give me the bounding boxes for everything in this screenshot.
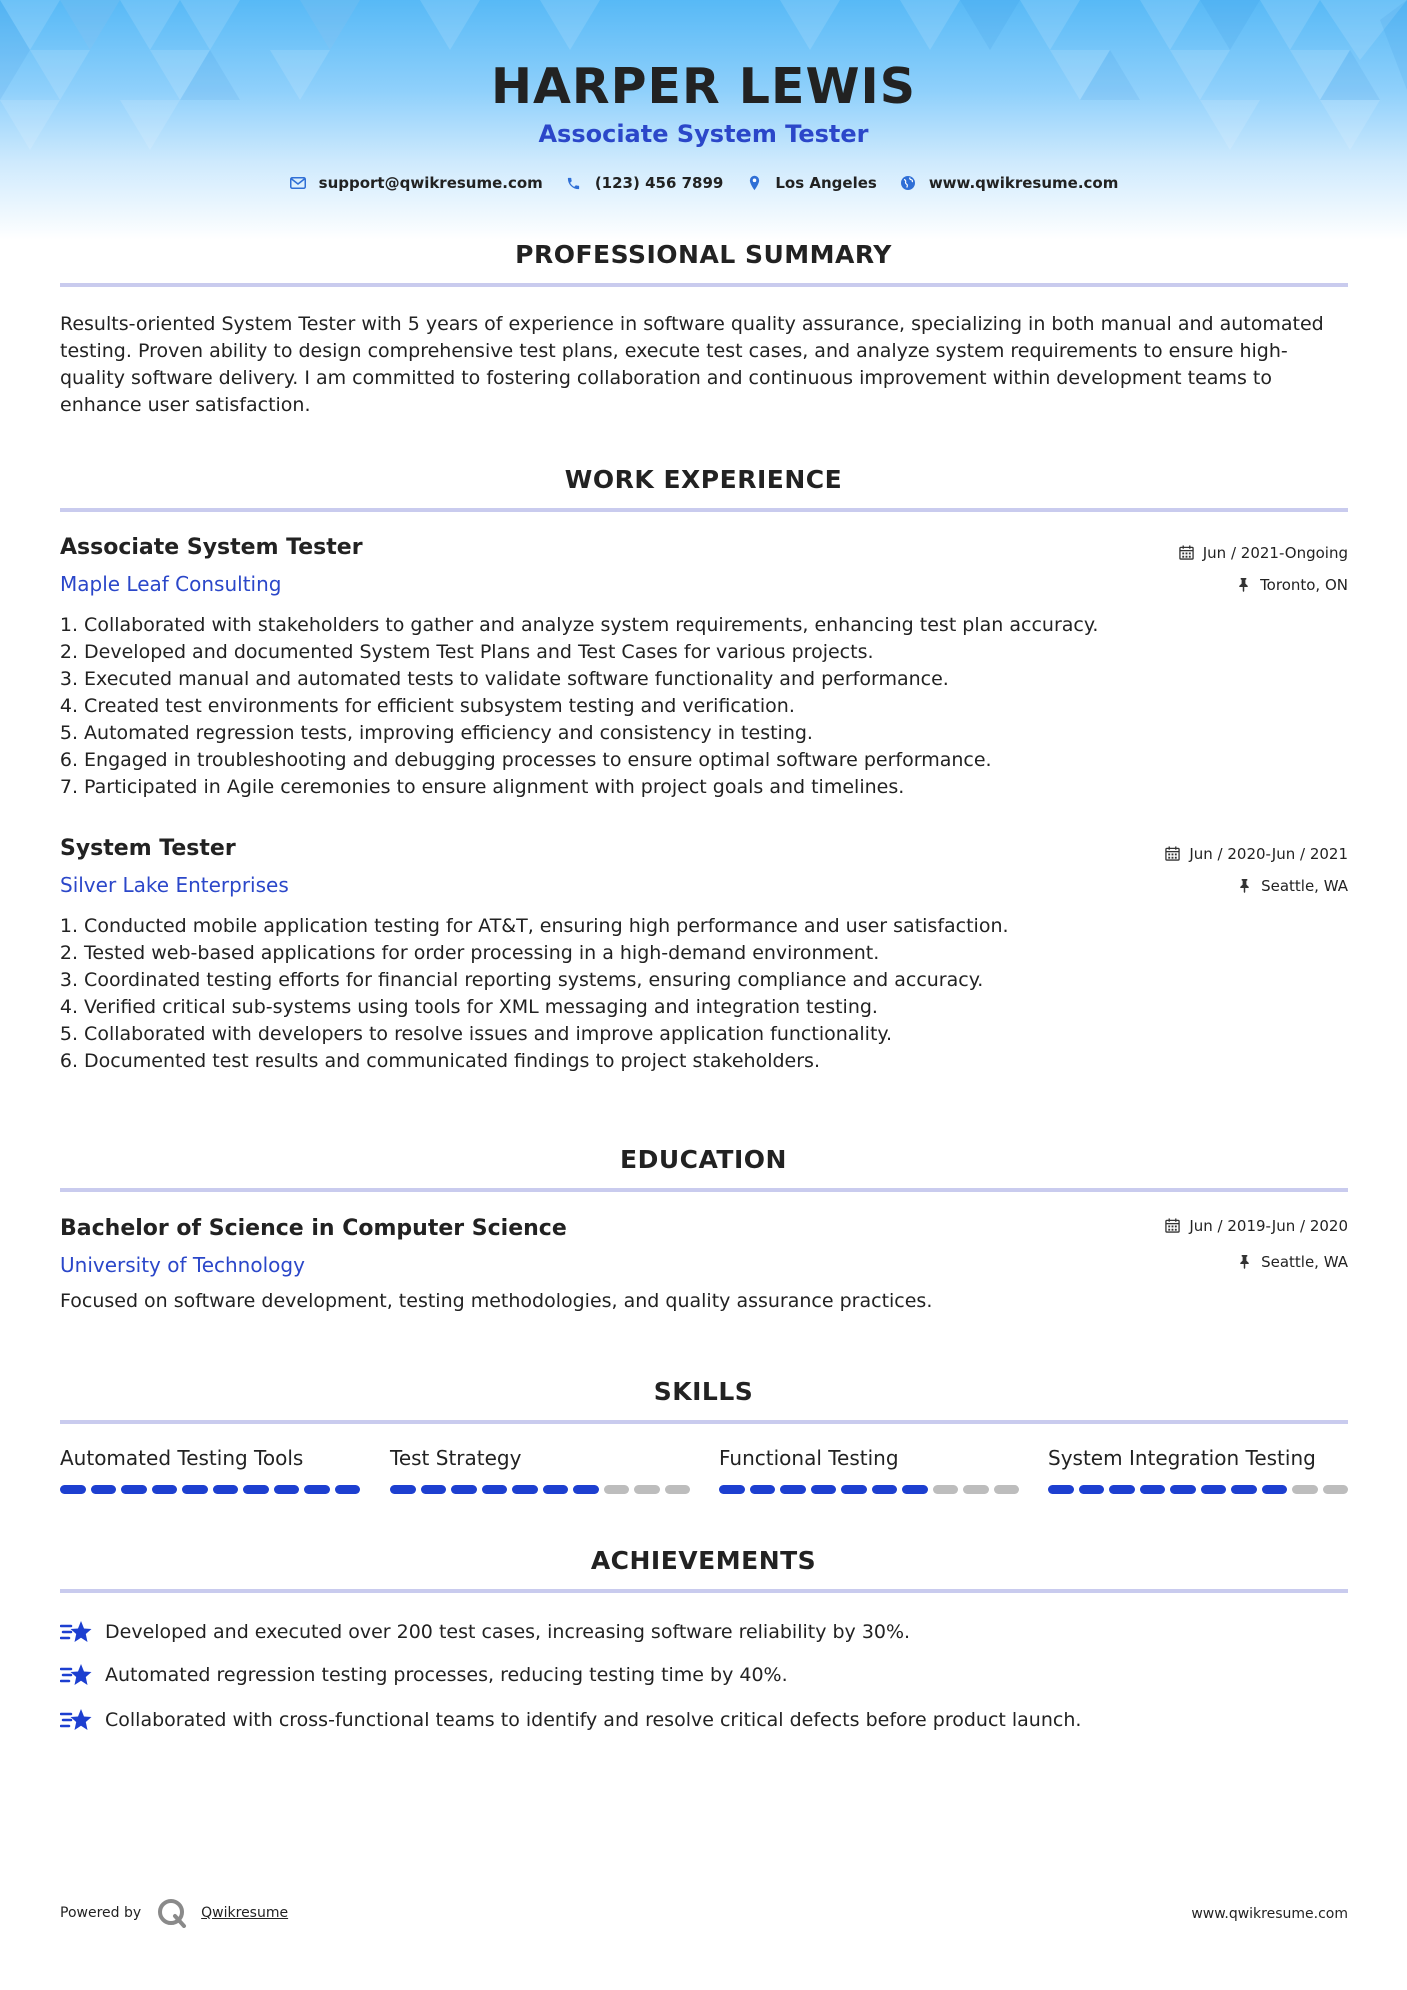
skill-segment-empty (665, 1485, 691, 1494)
skill-name: Functional Testing (719, 1446, 899, 1470)
achievement-text: Automated regression testing processes, reducing testing time by 40%. (105, 1664, 788, 1686)
map-pin-icon (745, 174, 763, 192)
skill-name: System Integration Testing (1048, 1446, 1316, 1470)
skill-segment-filled (1140, 1485, 1166, 1494)
skill-segment-filled (335, 1485, 361, 1494)
section-divider (60, 1188, 1348, 1192)
job-title: Associate System Tester (60, 535, 363, 560)
skill-segment-filled (841, 1485, 867, 1494)
achievement-item (60, 1618, 910, 1646)
job-bullets (55, 913, 1345, 1075)
skill-segment-filled (750, 1485, 776, 1494)
section-divider (60, 508, 1348, 512)
skill-segment-filled (421, 1485, 447, 1494)
skills-heading: SKILLS (653, 1377, 754, 1406)
list-item: 5. Collaborated with developers to resolve issues and improve application functionality. (59, 1023, 892, 1045)
calendar-icon (1165, 1218, 1181, 1234)
summary-heading: PROFESSIONAL SUMMARY (515, 240, 892, 269)
candidate-role: Associate System Tester (538, 120, 869, 148)
summary-text: Results-oriented System Tester with 5 years of experience in software quality assurance, specializing in both manual and automated testing. Proven ability to design comprehensive test plans, execute test cases, and analyze system requirements to ensure high-quality software delivery. I am committed to fostering collaboration and continuous improvement within development teams to enhance user satisfaction. (60, 313, 1324, 416)
skill-segment-empty (1323, 1485, 1349, 1494)
skill-item (719, 1446, 1019, 1494)
envelope-icon (289, 174, 307, 192)
location-text: Seattle, WA (1261, 1253, 1348, 1271)
education-description: Focused on software development, testing methodologies, and quality assurance practices. (60, 1290, 933, 1312)
contact-location (745, 174, 876, 192)
contact-email[interactable] (289, 174, 543, 192)
globe-icon (899, 174, 917, 192)
skill-segment-filled (213, 1485, 239, 1494)
skill-level-bar (60, 1485, 360, 1494)
phone-icon (565, 174, 583, 192)
skill-segment-filled (91, 1485, 117, 1494)
education-dates (1165, 1217, 1348, 1235)
contact-bar (0, 174, 1407, 192)
job-bullets (55, 612, 1345, 801)
company-name: Silver Lake Enterprises (60, 873, 289, 897)
dates-text: Jun / 2021-Ongoing (1202, 544, 1348, 562)
skill-segment-filled (121, 1485, 147, 1494)
skill-segment-filled (719, 1485, 745, 1494)
skill-level-bar (390, 1485, 690, 1494)
skill-segment-filled (482, 1485, 508, 1494)
skill-segment-empty (1292, 1485, 1318, 1494)
skill-segment-filled (543, 1485, 569, 1494)
section-divider (60, 1589, 1348, 1593)
location-text: Los Angeles (775, 174, 877, 192)
job-dates (1179, 544, 1348, 562)
section-divider (60, 283, 1348, 287)
dates-text: Jun / 2019-Jun / 2020 (1189, 1217, 1348, 1235)
pushpin-icon (1237, 1254, 1253, 1270)
dates-text: Jun / 2020-Jun / 2021 (1189, 845, 1348, 863)
list-item: 1. Collaborated with stakeholders to gather and analyze system requirements, enhancing test plan accuracy. (59, 614, 1099, 636)
skill-segment-filled (1170, 1485, 1196, 1494)
skill-segment-filled (1109, 1485, 1135, 1494)
website-text: www.qwikresume.com (928, 174, 1119, 192)
experience-heading: WORK EXPERIENCE (564, 465, 843, 494)
list-item: 6. Engaged in troubleshooting and debugging processes to ensure optimal software performance. (59, 749, 992, 771)
list-item: 7. Participated in Agile ceremonies to ensure alignment with project goals and timelines. (59, 776, 905, 798)
location-text: Toronto, ON (1260, 576, 1348, 594)
list-item: 5. Automated regression tests, improving efficiency and consistency in testing. (59, 722, 813, 744)
achievement-item (60, 1661, 788, 1689)
skill-segment-filled (243, 1485, 269, 1494)
list-item: 2. Tested web-based applications for order processing in a high-demand environment. (59, 942, 880, 964)
company-name: Maple Leaf Consulting (60, 572, 282, 596)
pushpin-icon (1236, 577, 1252, 593)
qwikresume-logo-icon (157, 1898, 187, 1928)
skill-segment-empty (994, 1485, 1020, 1494)
education-location (1237, 1253, 1348, 1271)
powered-by-label: Powered by (60, 1905, 142, 1921)
skill-segment-filled (182, 1485, 208, 1494)
location-text: Seattle, WA (1261, 877, 1348, 895)
skill-segment-filled (152, 1485, 178, 1494)
achievements-heading: ACHIEVEMENTS (590, 1546, 817, 1575)
footer-website[interactable]: www.qwikresume.com (1191, 1906, 1348, 1922)
job-dates (1165, 845, 1348, 863)
degree-title: Bachelor of Science in Computer Science (60, 1216, 567, 1241)
skill-item (1048, 1446, 1348, 1494)
skill-segment-filled (1262, 1485, 1288, 1494)
list-item: 1. Conducted mobile application testing for AT&T, ensuring high performance and user satisfaction. (59, 915, 1009, 937)
skill-segment-empty (634, 1485, 660, 1494)
calendar-icon (1179, 545, 1195, 561)
skill-segment-filled (1079, 1485, 1105, 1494)
calendar-icon (1165, 846, 1181, 862)
shooting-star-icon (60, 1706, 92, 1734)
skill-segment-filled (1231, 1485, 1257, 1494)
achievement-item (60, 1706, 1081, 1734)
skill-segment-filled (902, 1485, 928, 1494)
skill-level-bar (1048, 1485, 1348, 1494)
skill-segment-filled (390, 1485, 416, 1494)
candidate-name: HARPER LEWIS (490, 58, 917, 115)
skill-segment-empty (604, 1485, 630, 1494)
section-divider (60, 1420, 1348, 1424)
skill-segment-filled (811, 1485, 837, 1494)
skill-segment-filled (872, 1485, 898, 1494)
skill-segment-filled (512, 1485, 538, 1494)
skill-segment-filled (1201, 1485, 1227, 1494)
brand-link[interactable]: Qwikresume (201, 1905, 289, 1921)
list-item: 4. Verified critical sub-systems using tools for XML messaging and integration testing. (59, 996, 878, 1018)
skill-segment-filled (304, 1485, 330, 1494)
skill-segment-filled (274, 1485, 300, 1494)
contact-phone[interactable] (565, 174, 724, 192)
contact-website[interactable] (899, 174, 1119, 192)
email-text: support@qwikresume.com (318, 174, 543, 192)
shooting-star-icon (60, 1618, 92, 1646)
education-heading: EDUCATION (620, 1145, 787, 1174)
list-item: 3. Coordinated testing efforts for financial reporting systems, ensuring compliance and accuracy. (59, 969, 984, 991)
skill-segment-filled (573, 1485, 599, 1494)
school-name: University of Technology (60, 1253, 305, 1277)
footer-powered-by (60, 1898, 288, 1928)
skill-name: Automated Testing Tools (60, 1446, 304, 1470)
job-title: System Tester (60, 836, 236, 861)
list-item: 4. Created test environments for efficient subsystem testing and verification. (59, 695, 795, 717)
shooting-star-icon (60, 1661, 92, 1689)
list-item: 2. Developed and documented System Test Plans and Test Cases for various projects. (59, 641, 874, 663)
skill-name: Test Strategy (390, 1446, 522, 1470)
list-item: 3. Executed manual and automated tests to validate software functionality and performance. (59, 668, 949, 690)
skill-segment-empty (963, 1485, 989, 1494)
skill-segment-empty (933, 1485, 959, 1494)
skill-level-bar (719, 1485, 1019, 1494)
achievement-text: Developed and executed over 200 test cases, increasing software reliability by 30%. (105, 1621, 911, 1643)
phone-text: (123) 456 7899 (594, 174, 724, 192)
skill-item (390, 1446, 690, 1494)
job-location (1237, 877, 1348, 895)
skill-segment-filled (780, 1485, 806, 1494)
list-item: 6. Documented test results and communicated findings to project stakeholders. (59, 1050, 820, 1072)
skill-segment-filled (451, 1485, 477, 1494)
skill-segment-filled (1048, 1485, 1074, 1494)
job-location (1236, 576, 1348, 594)
achievement-text: Collaborated with cross-functional teams to identify and resolve critical defects before product launch. (105, 1709, 1082, 1731)
skill-item (60, 1446, 360, 1494)
pushpin-icon (1237, 878, 1253, 894)
skill-segment-filled (60, 1485, 86, 1494)
